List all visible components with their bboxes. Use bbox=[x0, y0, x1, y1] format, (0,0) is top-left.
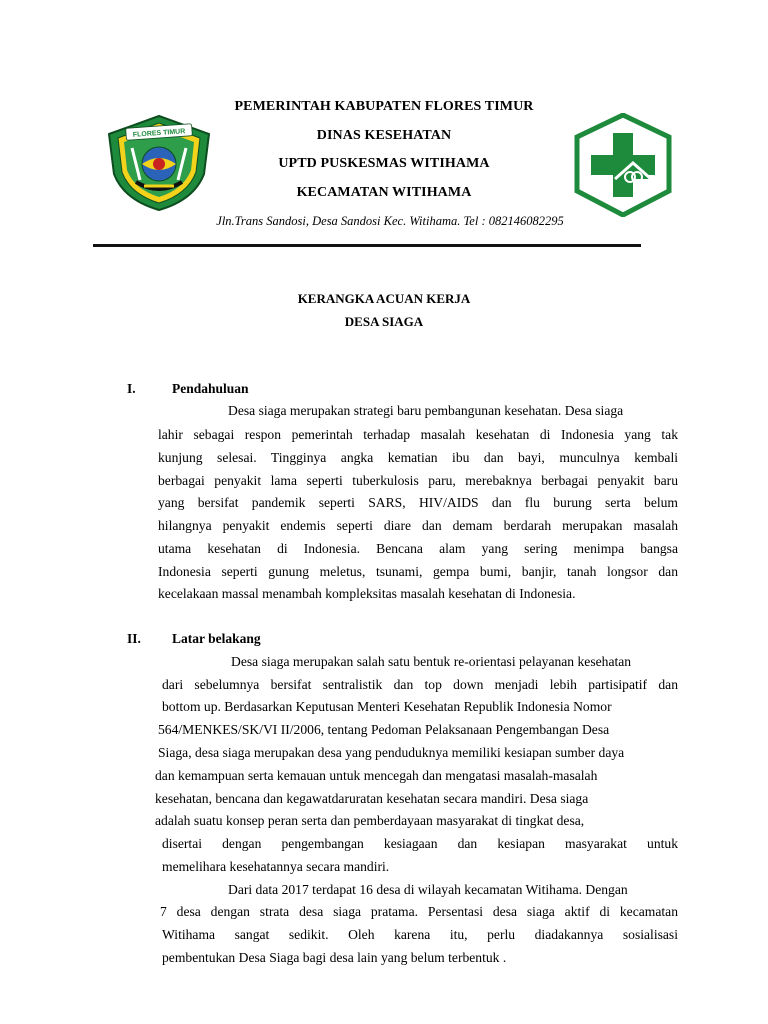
document-title-1: KERANGKA ACUAN KERJA bbox=[297, 291, 471, 306]
section-1-line: hilangnya penyakit endemis seperti diare dan demam berdarah merupakan masalah bbox=[158, 518, 678, 533]
section-2-line: Witihama sangat sedikit. Oleh karena itu, perlu diadakannya sosialisasi bbox=[162, 927, 678, 942]
section-2-line: adalah suatu konsep peran serta dan pemberdayaan masyarakat di tingkat desa, bbox=[155, 813, 585, 828]
section-2-line: dan kemampuan serta kemauan untuk mencegah dan mengatasi masalah-masalah bbox=[155, 768, 598, 783]
letterhead-line-1: PEMERINTAH KABUPATEN FLORES TIMUR bbox=[234, 99, 534, 114]
letterhead-line-3: UPTD PUSKESMAS WITIHAMA bbox=[278, 156, 490, 171]
section-1-line: berbagai penyakit lama seperti tuberkulosis paru, merebaknya berbagai penyakit baru bbox=[158, 473, 678, 488]
section-1-line: kecelakaan massal menambah kompleksitas masalah kesehatan di Indonesia. bbox=[158, 586, 576, 601]
document-title-2: DESA SIAGA bbox=[344, 314, 424, 329]
section-2-line: pembentukan Desa Siaga bagi desa lain yang belum terbentuk . bbox=[162, 950, 507, 965]
section-1-line: Desa siaga merupakan strategi baru pembangunan kesehatan. Desa siaga bbox=[228, 403, 624, 418]
letterhead-rule bbox=[93, 244, 641, 247]
section-2-line: kesehatan, bencana dan kegawatdaruratan kesehatan secara mandiri. Desa siaga bbox=[155, 791, 589, 806]
section-2-line: 7 desa dengan strata desa siaga pratama. Persentasi desa siaga aktif di kecamatan bbox=[160, 904, 678, 919]
letterhead-address: Jln.Trans Sandosi, Desa Sandosi Kec. Witihama. Tel : 082146082295 bbox=[216, 214, 564, 228]
section-2-line: Dari data 2017 terdapat 16 desa di wilayah kecamatan Witihama. Dengan bbox=[228, 882, 628, 897]
section-2-number: II. bbox=[127, 631, 141, 646]
section-1-line: Indonesia seperti gunung meletus, tsunami, gempa bumi, banjir, tanah longsor dan bbox=[158, 564, 678, 579]
section-1-line: yang bersifat pandemik seperti SARS, HIV/AIDS dan flu burung serta belum bbox=[158, 495, 678, 510]
regency-logo-text: FLORES TIMUR bbox=[132, 128, 186, 139]
section-2-line: memelihara kesehatannya secara mandiri. bbox=[162, 859, 390, 874]
letterhead-line-4: KECAMATAN WITIHAMA bbox=[296, 185, 472, 200]
section-2-line: 564/MENKES/SK/VI II/2006, tentang Pedoman Pelaksanaan Pengembangan Desa bbox=[158, 722, 610, 737]
section-1-line: lahir sebagai respon pemerintah terhadap masalah kesehatan di Indonesia yang tak bbox=[158, 427, 678, 442]
section-1-title: Pendahuluan bbox=[172, 381, 249, 396]
section-1-line: utama kesehatan di Indonesia. Bencana alam yang sering menimpa bangsa bbox=[158, 541, 678, 556]
section-2-line: Siaga, desa siaga merupakan desa yang penduduknya memiliki kesiapan sumber daya bbox=[158, 745, 625, 760]
section-2-line: dari sebelumnya bersifat sentralistik dan top down menjadi lebih partisipatif dan bbox=[162, 677, 678, 692]
section-2-line: disertai dengan pengembangan kesiagaan dan kesiapan masyarakat untuk bbox=[162, 836, 678, 851]
letterhead-line-2: DINAS KESEHATAN bbox=[316, 128, 452, 143]
section-1-line: kunjung selesai. Tingginya angka kematian ibu dan bayi, munculnya kembali bbox=[158, 450, 678, 465]
section-2-line: Desa siaga merupakan salah satu bentuk re-orientasi pelayanan kesehatan bbox=[231, 654, 632, 669]
section-1-number: I. bbox=[127, 381, 136, 396]
section-2-title: Latar belakang bbox=[172, 631, 261, 646]
section-2-line: bottom up. Berdasarkan Keputusan Menteri Kesehatan Republik Indonesia Nomor bbox=[162, 699, 612, 714]
